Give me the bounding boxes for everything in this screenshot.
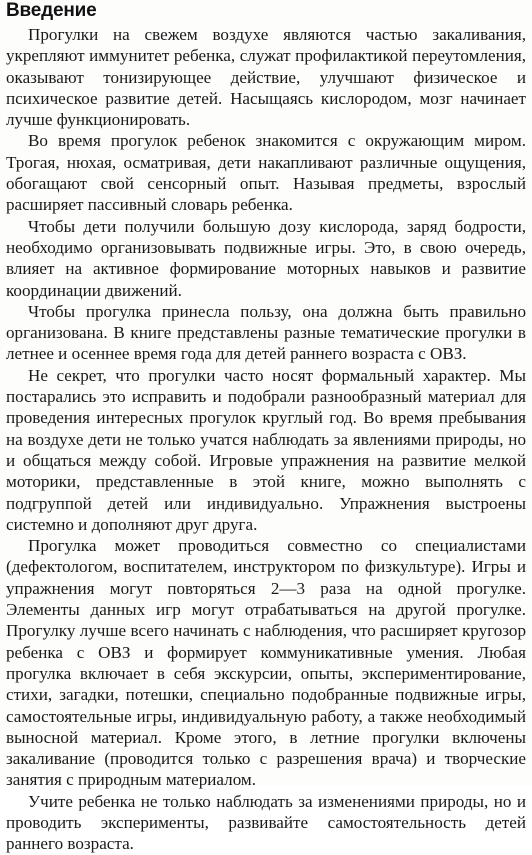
paragraph: Не секрет, что прогулки часто носят формальный характер. Мы постарались это исправить и подобрали разнообразный материал для проведения интересных прогулок круглый год. Во время пребывания на воздухе дети не только учатся наблюдать за явлениями природы, но и общаться между собой. Игровые упражнения на развитие мелкой моторики, представленные в этой книге, можно выполнять с подгруппой детей или индивидуально. Упражнения выстроены системно и дополняют друг друга. — [6, 365, 526, 534]
body-text — [6, 24, 526, 855]
paragraph: Во время прогулок ребенок знакомится с окружающим миром. Трогая, нюхая, осматривая, дети накапливают различные ощущения, обогащают свой сенсорный опыт. Называя предметы, взрослый расширяет пассивный словарь ребенка. — [6, 131, 526, 215]
paragraph: Чтобы прогулка принесла пользу, она должна быть правильно организована. В книге представлены разные тематические прогулки в летнее и осеннее время года для детей раннего возраста с ОВЗ. — [6, 301, 526, 364]
paragraph: Прогулка может проводиться совместно со специалистами (дефектологом, воспитателем, инструктором по физкультуре). Игры и упражнения могут повторяться 2—3 раза на одной прогулке. Элементы данных игр могут отрабатываться на другой прогулке. Прогулку лучше всего начинать с наблюдения, что расширяет кругозор ребенка с ОВЗ и формирует коммуникативные умения. Любая прогулка включает в себя экскурсии, опыты, экспериментирование, стихи, загадки, потешки, специально подобранные подвижные игры, самостоятельные игры, индивидуальную работу, а также необходимый выносной материал. Кроме этого, в летние прогулки включены закаливание (проводится только с разрешения врача) и творческие занятия с природным материалом. — [6, 536, 526, 790]
paragraph: Прогулки на свежем воздухе являются частью закаливания, укрепляют иммунитет ребенка, служат профилактикой переутомления, оказывают тонизирующее действие, улучшают физическое и психическое развитие детей. Насыщаясь кислородом, мозг начинает лучше функционировать. — [6, 25, 526, 130]
section-heading: Введение — [6, 0, 97, 21]
paragraph: Учите ребенка не только наблюдать за изменениями природы, но и проводить эксперименты, развивайте самостоятельность детей раннего возраста. — [6, 791, 526, 854]
paragraph: Чтобы дети получили большую дозу кислорода, заряд бодрости, необходимо организовывать подвижные игры. Это, в свою очередь, влияет на активное формирование моторных навыков и развитие координации движений. — [6, 216, 526, 300]
